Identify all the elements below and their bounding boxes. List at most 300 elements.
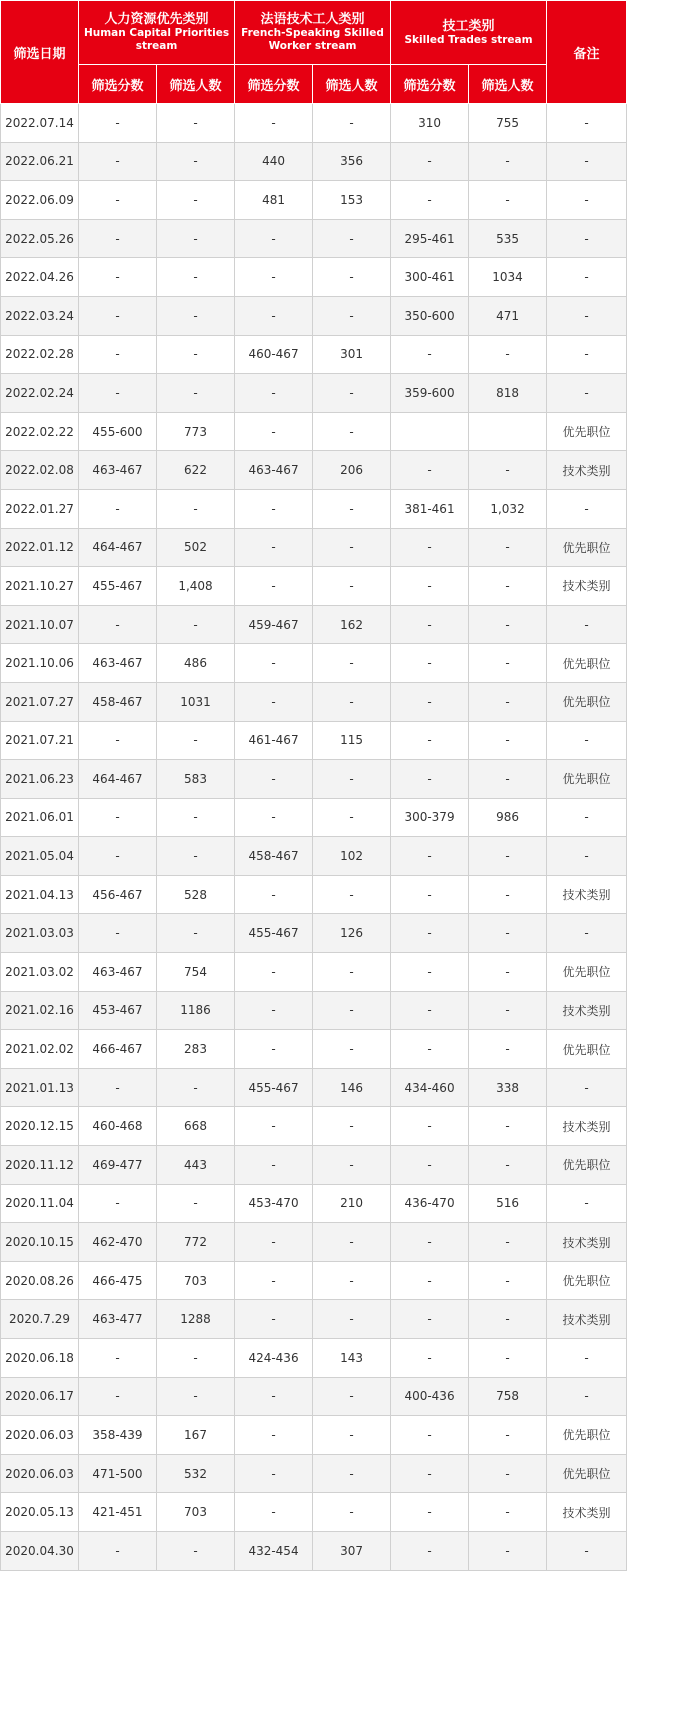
cell-remark: 技术类别 — [547, 1223, 627, 1262]
cell-st-count: - — [469, 528, 547, 567]
cell-fr-count: - — [313, 798, 391, 837]
table-row — [1, 1146, 627, 1185]
cell-st-count: - — [469, 1107, 547, 1146]
cell-hcp-count: - — [157, 142, 235, 181]
cell-hcp-score: 469-477 — [79, 1146, 157, 1185]
cell-date: 2020.7.29 — [1, 1300, 79, 1339]
cell-remark: 优先职位 — [547, 1146, 627, 1185]
cell-date: 2020.11.04 — [1, 1184, 79, 1223]
cell-fr-count: - — [313, 953, 391, 992]
cell-st-score: - — [391, 953, 469, 992]
cell-fr-score: - — [235, 875, 313, 914]
cell-st-count: - — [469, 1531, 547, 1570]
cell-remark: 技术类别 — [547, 1300, 627, 1339]
header-st-count: 筛选人数 — [469, 65, 547, 104]
table-row — [1, 605, 627, 644]
cell-remark: 技术类别 — [547, 1107, 627, 1146]
cell-remark: 技术类别 — [547, 991, 627, 1030]
cell-hcp-count: 532 — [157, 1454, 235, 1493]
cell-remark: - — [547, 335, 627, 374]
cell-date: 2022.06.21 — [1, 142, 79, 181]
cell-fr-score: - — [235, 296, 313, 335]
table-row — [1, 335, 627, 374]
cell-remark: - — [547, 1377, 627, 1416]
cell-remark: 优先职位 — [547, 1454, 627, 1493]
table-row — [1, 837, 627, 876]
cell-fr-count: 102 — [313, 837, 391, 876]
table-row — [1, 953, 627, 992]
cell-st-score: - — [391, 181, 469, 220]
cell-fr-count: 210 — [313, 1184, 391, 1223]
cell-fr-score: - — [235, 1030, 313, 1069]
cell-st-score: - — [391, 1493, 469, 1532]
cell-st-score: - — [391, 605, 469, 644]
cell-fr-score: - — [235, 644, 313, 683]
cell-hcp-score: - — [79, 1339, 157, 1378]
cell-hcp-count: 773 — [157, 412, 235, 451]
cell-date: 2022.04.26 — [1, 258, 79, 297]
header-st-score: 筛选分数 — [391, 65, 469, 104]
cell-fr-score: - — [235, 760, 313, 799]
cell-fr-count: - — [313, 1377, 391, 1416]
cell-st-score: 300-461 — [391, 258, 469, 297]
cell-st-count: 535 — [469, 219, 547, 258]
cell-hcp-count: 443 — [157, 1146, 235, 1185]
cell-remark: - — [547, 142, 627, 181]
cell-remark: 优先职位 — [547, 644, 627, 683]
cell-date: 2020.05.13 — [1, 1493, 79, 1532]
cell-st-count: 755 — [469, 104, 547, 143]
cell-remark: - — [547, 1339, 627, 1378]
header-hcp-en: Human Capital Priorities stream — [83, 27, 230, 52]
cell-st-count: 986 — [469, 798, 547, 837]
cell-st-score: - — [391, 567, 469, 606]
table-row — [1, 875, 627, 914]
cell-hcp-count: 772 — [157, 1223, 235, 1262]
cell-hcp-score: - — [79, 296, 157, 335]
cell-hcp-count: - — [157, 181, 235, 220]
cell-hcp-score: - — [79, 489, 157, 528]
cell-st-score: 436-470 — [391, 1184, 469, 1223]
header-hcp-score: 筛选分数 — [79, 65, 157, 104]
table-row — [1, 567, 627, 606]
cell-hcp-score: 471-500 — [79, 1454, 157, 1493]
cell-remark: - — [547, 721, 627, 760]
cell-st-count: - — [469, 142, 547, 181]
cell-hcp-count: - — [157, 489, 235, 528]
cell-hcp-score: - — [79, 142, 157, 181]
cell-st-score: - — [391, 142, 469, 181]
cell-fr-score: - — [235, 258, 313, 297]
cell-date: 2022.07.14 — [1, 104, 79, 143]
cell-st-score: - — [391, 721, 469, 760]
table-row — [1, 760, 627, 799]
cell-st-count: - — [469, 760, 547, 799]
cell-fr-score: - — [235, 1107, 313, 1146]
cell-date: 2020.06.17 — [1, 1377, 79, 1416]
cell-fr-score: - — [235, 1377, 313, 1416]
cell-hcp-score: - — [79, 721, 157, 760]
cell-hcp-score: 466-467 — [79, 1030, 157, 1069]
cell-hcp-score: 464-467 — [79, 760, 157, 799]
table-row — [1, 181, 627, 220]
cell-st-count: - — [469, 875, 547, 914]
table-row — [1, 721, 627, 760]
cell-st-score: - — [391, 1030, 469, 1069]
cell-fr-score: - — [235, 991, 313, 1030]
cell-hcp-count: - — [157, 1068, 235, 1107]
cell-hcp-count: - — [157, 1339, 235, 1378]
table-row — [1, 1068, 627, 1107]
table-row — [1, 1261, 627, 1300]
cell-st-score: - — [391, 914, 469, 953]
cell-st-score: - — [391, 760, 469, 799]
table-row — [1, 374, 627, 413]
header-fr-en: French-Speaking Skilled Worker stream — [241, 27, 384, 52]
cell-date: 2022.02.08 — [1, 451, 79, 490]
cell-hcp-count: - — [157, 258, 235, 297]
cell-fr-count: - — [313, 374, 391, 413]
cell-hcp-count: - — [157, 1531, 235, 1570]
cell-st-count: - — [469, 1223, 547, 1262]
table-row — [1, 644, 627, 683]
cell-date: 2021.01.13 — [1, 1068, 79, 1107]
table-body — [1, 104, 627, 1571]
cell-st-count: - — [469, 335, 547, 374]
cell-hcp-count: - — [157, 721, 235, 760]
cell-hcp-count: - — [157, 798, 235, 837]
header-hcp-cn: 人力资源优先类别 — [104, 12, 209, 27]
cell-remark: 优先职位 — [547, 760, 627, 799]
cell-remark: 优先职位 — [547, 1030, 627, 1069]
cell-st-count: - — [469, 721, 547, 760]
cell-date: 2021.02.02 — [1, 1030, 79, 1069]
cell-st-count: - — [469, 914, 547, 953]
cell-fr-score: - — [235, 1300, 313, 1339]
cell-fr-score: - — [235, 489, 313, 528]
cell-st-count: 758 — [469, 1377, 547, 1416]
cell-remark: 优先职位 — [547, 1416, 627, 1455]
cell-fr-count: - — [313, 1493, 391, 1532]
cell-st-count: - — [469, 1146, 547, 1185]
table-row — [1, 451, 627, 490]
cell-date: 2020.10.15 — [1, 1223, 79, 1262]
table-row — [1, 1107, 627, 1146]
cell-st-count: 1,032 — [469, 489, 547, 528]
cell-date: 2020.06.03 — [1, 1416, 79, 1455]
cell-fr-count: - — [313, 219, 391, 258]
cell-hcp-count: 668 — [157, 1107, 235, 1146]
table-row — [1, 1223, 627, 1262]
cell-hcp-score: 455-600 — [79, 412, 157, 451]
cell-st-count: 516 — [469, 1184, 547, 1223]
cell-remark: - — [547, 837, 627, 876]
cell-hcp-count: 703 — [157, 1493, 235, 1532]
cell-hcp-count: - — [157, 1184, 235, 1223]
cell-hcp-count: 583 — [157, 760, 235, 799]
cell-remark: - — [547, 104, 627, 143]
table-row — [1, 528, 627, 567]
cell-remark: - — [547, 296, 627, 335]
cell-hcp-score: 466-475 — [79, 1261, 157, 1300]
table-row — [1, 1184, 627, 1223]
cell-hcp-count: 502 — [157, 528, 235, 567]
cell-date: 2021.10.27 — [1, 567, 79, 606]
cell-hcp-score: 464-467 — [79, 528, 157, 567]
cell-remark: - — [547, 798, 627, 837]
cell-date: 2022.06.09 — [1, 181, 79, 220]
cell-remark: 优先职位 — [547, 1261, 627, 1300]
cell-fr-count: - — [313, 875, 391, 914]
cell-date: 2020.06.18 — [1, 1339, 79, 1378]
cell-fr-count: - — [313, 760, 391, 799]
cell-fr-count: 146 — [313, 1068, 391, 1107]
header-date: 筛选日期 — [1, 1, 79, 104]
cell-fr-score: 455-467 — [235, 914, 313, 953]
cell-date: 2021.03.02 — [1, 953, 79, 992]
cell-fr-count: 115 — [313, 721, 391, 760]
table-row — [1, 991, 627, 1030]
cell-fr-score: 424-436 — [235, 1339, 313, 1378]
cell-st-score: - — [391, 1107, 469, 1146]
table-row — [1, 412, 627, 451]
cell-fr-score: - — [235, 1454, 313, 1493]
cell-fr-count: - — [313, 104, 391, 143]
cell-remark: - — [547, 258, 627, 297]
cell-remark: - — [547, 374, 627, 413]
header-st-en: Skilled Trades stream — [404, 33, 533, 46]
cell-fr-count: - — [313, 296, 391, 335]
cell-fr-count: 126 — [313, 914, 391, 953]
cell-date: 2022.02.24 — [1, 374, 79, 413]
cell-fr-score: - — [235, 682, 313, 721]
cell-remark: - — [547, 914, 627, 953]
cell-fr-count: - — [313, 1300, 391, 1339]
cell-hcp-count: 754 — [157, 953, 235, 992]
cell-fr-score: 460-467 — [235, 335, 313, 374]
cell-hcp-count: - — [157, 1377, 235, 1416]
table-row — [1, 914, 627, 953]
cell-hcp-count: 1031 — [157, 682, 235, 721]
cell-st-score: - — [391, 1223, 469, 1262]
cell-st-count: - — [469, 181, 547, 220]
cell-hcp-score: 463-467 — [79, 644, 157, 683]
cell-fr-score: - — [235, 1261, 313, 1300]
table-row — [1, 1493, 627, 1532]
cell-fr-count: - — [313, 489, 391, 528]
cell-st-score: - — [391, 682, 469, 721]
cell-st-count: - — [469, 1493, 547, 1532]
cell-hcp-score: 453-467 — [79, 991, 157, 1030]
cell-fr-score: - — [235, 953, 313, 992]
cell-st-score: 359-600 — [391, 374, 469, 413]
table-header — [1, 1, 627, 104]
cell-st-score: - — [391, 1300, 469, 1339]
cell-fr-score: - — [235, 1493, 313, 1532]
cell-hcp-score: - — [79, 219, 157, 258]
cell-remark: 优先职位 — [547, 412, 627, 451]
cell-hcp-count: - — [157, 296, 235, 335]
cell-hcp-count: 528 — [157, 875, 235, 914]
cell-date: 2022.01.12 — [1, 528, 79, 567]
cell-fr-count: - — [313, 258, 391, 297]
cell-date: 2022.02.22 — [1, 412, 79, 451]
cell-st-count: - — [469, 991, 547, 1030]
cell-hcp-score: - — [79, 374, 157, 413]
table-row — [1, 296, 627, 335]
cell-date: 2021.04.13 — [1, 875, 79, 914]
cell-date: 2021.06.01 — [1, 798, 79, 837]
cell-st-count: 818 — [469, 374, 547, 413]
cell-hcp-score: - — [79, 914, 157, 953]
cell-fr-count: 206 — [313, 451, 391, 490]
cell-fr-count: - — [313, 528, 391, 567]
cell-fr-count: 162 — [313, 605, 391, 644]
table-row — [1, 1531, 627, 1570]
header-remark: 备注 — [547, 1, 627, 104]
cell-remark: 优先职位 — [547, 682, 627, 721]
cell-hcp-score: - — [79, 104, 157, 143]
cell-hcp-count: 167 — [157, 1416, 235, 1455]
header-skilled-trades-stream — [391, 1, 547, 65]
cell-date: 2022.05.26 — [1, 219, 79, 258]
cell-date: 2021.05.04 — [1, 837, 79, 876]
table-row — [1, 104, 627, 143]
cell-fr-count: 301 — [313, 335, 391, 374]
cell-date: 2020.12.15 — [1, 1107, 79, 1146]
cell-hcp-count: - — [157, 104, 235, 143]
cell-fr-count: - — [313, 1416, 391, 1455]
cell-fr-count: - — [313, 644, 391, 683]
cell-fr-count: 143 — [313, 1339, 391, 1378]
cell-hcp-count: - — [157, 219, 235, 258]
cell-hcp-score: 460-468 — [79, 1107, 157, 1146]
cell-remark: 技术类别 — [547, 451, 627, 490]
table-row — [1, 682, 627, 721]
cell-fr-score: - — [235, 1223, 313, 1262]
cell-hcp-count: - — [157, 605, 235, 644]
cell-st-score: - — [391, 875, 469, 914]
cell-st-count: - — [469, 567, 547, 606]
cell-st-score: - — [391, 991, 469, 1030]
cell-hcp-score: - — [79, 258, 157, 297]
header-fr-score: 筛选分数 — [235, 65, 313, 104]
cell-date: 2020.11.12 — [1, 1146, 79, 1185]
cell-hcp-count: 1288 — [157, 1300, 235, 1339]
cell-fr-score: 440 — [235, 142, 313, 181]
cell-st-count: - — [469, 953, 547, 992]
table-row — [1, 219, 627, 258]
cell-fr-score: - — [235, 798, 313, 837]
cell-hcp-count: - — [157, 335, 235, 374]
cell-fr-count: - — [313, 567, 391, 606]
cell-fr-score: 459-467 — [235, 605, 313, 644]
cell-fr-count: - — [313, 1107, 391, 1146]
cell-st-count: - — [469, 644, 547, 683]
cell-hcp-score: - — [79, 1184, 157, 1223]
cell-fr-count: - — [313, 991, 391, 1030]
cell-st-score: - — [391, 451, 469, 490]
cell-fr-count: - — [313, 412, 391, 451]
cell-fr-count: - — [313, 1030, 391, 1069]
cell-st-score: 434-460 — [391, 1068, 469, 1107]
header-fr-cn: 法语技术工人类别 — [260, 12, 365, 27]
cell-st-count: - — [469, 1339, 547, 1378]
cell-hcp-score: 358-439 — [79, 1416, 157, 1455]
cell-remark: 技术类别 — [547, 567, 627, 606]
cell-fr-score: 463-467 — [235, 451, 313, 490]
cell-fr-score: - — [235, 567, 313, 606]
header-st-cn: 技工类别 — [442, 18, 495, 34]
cell-st-score: 381-461 — [391, 489, 469, 528]
cell-st-score — [391, 412, 469, 451]
cell-hcp-score: 463-477 — [79, 1300, 157, 1339]
cell-fr-score: - — [235, 374, 313, 413]
cell-fr-count: 356 — [313, 142, 391, 181]
cell-date: 2021.10.07 — [1, 605, 79, 644]
cell-fr-score: 453-470 — [235, 1184, 313, 1223]
cell-st-count: 471 — [469, 296, 547, 335]
cell-hcp-count: 283 — [157, 1030, 235, 1069]
cell-hcp-count: - — [157, 837, 235, 876]
cell-fr-count: 307 — [313, 1531, 391, 1570]
cell-hcp-count: - — [157, 374, 235, 413]
cell-date: 2021.02.16 — [1, 991, 79, 1030]
cell-hcp-count: 703 — [157, 1261, 235, 1300]
cell-st-score: - — [391, 528, 469, 567]
cell-remark: - — [547, 489, 627, 528]
table-row — [1, 1416, 627, 1455]
cell-fr-score: - — [235, 528, 313, 567]
table-row — [1, 1454, 627, 1493]
cell-fr-score: 455-467 — [235, 1068, 313, 1107]
cell-remark: - — [547, 1531, 627, 1570]
cell-st-score: - — [391, 837, 469, 876]
cell-date: 2021.03.03 — [1, 914, 79, 953]
cell-hcp-score: - — [79, 181, 157, 220]
header-fr-count: 筛选人数 — [313, 65, 391, 104]
cell-fr-score: 481 — [235, 181, 313, 220]
cell-date: 2022.03.24 — [1, 296, 79, 335]
table-row — [1, 1030, 627, 1069]
table-row — [1, 258, 627, 297]
cell-st-score: - — [391, 1146, 469, 1185]
cell-date: 2021.07.27 — [1, 682, 79, 721]
cell-st-score: - — [391, 335, 469, 374]
cell-st-score: 350-600 — [391, 296, 469, 335]
cell-date: 2022.02.28 — [1, 335, 79, 374]
cell-hcp-score: 463-467 — [79, 451, 157, 490]
cell-st-score: 310 — [391, 104, 469, 143]
cell-remark: - — [547, 1184, 627, 1223]
cell-hcp-score: - — [79, 1068, 157, 1107]
cell-fr-score: 458-467 — [235, 837, 313, 876]
cell-remark: - — [547, 1068, 627, 1107]
cell-st-count: - — [469, 837, 547, 876]
cell-date: 2020.08.26 — [1, 1261, 79, 1300]
cell-st-count: - — [469, 1030, 547, 1069]
cell-st-count: - — [469, 1300, 547, 1339]
cell-st-score: - — [391, 1454, 469, 1493]
cell-st-count: - — [469, 1416, 547, 1455]
cell-fr-count: - — [313, 1454, 391, 1493]
cell-remark: 技术类别 — [547, 875, 627, 914]
cell-st-score: - — [391, 1339, 469, 1378]
cell-date: 2020.04.30 — [1, 1531, 79, 1570]
cell-hcp-score: 458-467 — [79, 682, 157, 721]
table-row — [1, 489, 627, 528]
cell-date: 2021.06.23 — [1, 760, 79, 799]
